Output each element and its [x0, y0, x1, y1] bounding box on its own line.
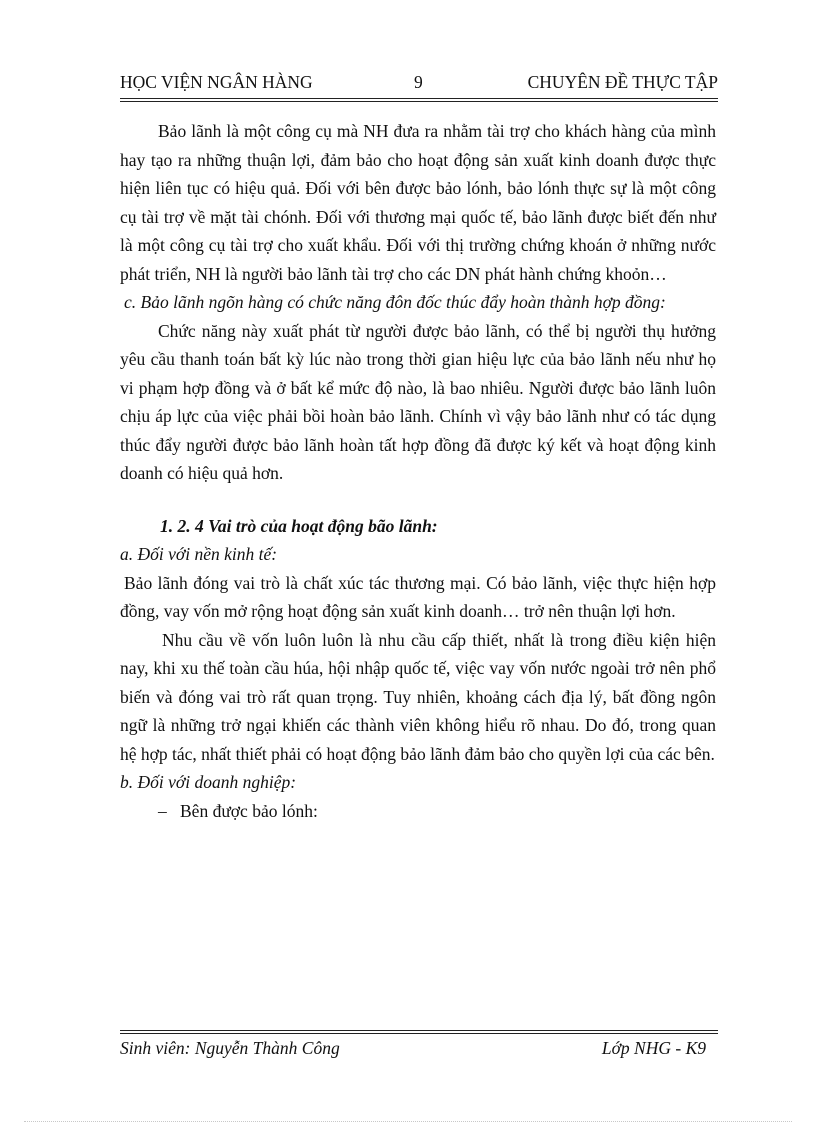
list-item-text: Bên được bảo lónh: — [180, 800, 318, 821]
subheading-c: c. Bảo lãnh ngõn hàng có chức năng đôn đốc thúc đẩy hoàn thành hợp đồng: — [124, 292, 666, 312]
subheading-b: b. Đối với doanh nghiệp: — [120, 772, 297, 792]
page-footer — [120, 1038, 718, 1062]
paragraph-catalyst: Bảo lãnh đóng vai trò là chất xúc tác thương mại. Có bảo lãnh, việc thực hiện hợp đồng, vay vốn mở rộng hoạt động sản xuất kinh doanh… trở nên thuận lợi hơn. — [120, 572, 716, 621]
section-heading: 1. 2. 4 Vai trò của hoạt động bão lãnh: — [160, 515, 438, 536]
header-document-type: CHUYÊN ĐỀ THỰC TẬP — [527, 72, 718, 92]
header-institution: HỌC VIỆN NGÂN HÀNG — [120, 72, 313, 92]
paragraph-financing: Bảo lãnh là một công cụ mà NH đưa ra nhằm tài trợ cho khách hàng của mình hay tạo ra những thuận lợi, đảm bảo cho hoạt động sản xuất kinh doanh được thực hiện liên tục có hiệu quả. Đối với bên được bảo lónh, bảo lónh thực sự là một công cụ tài trợ về mặt tài chónh. Đối với thương mại quốc tế, bảo lãnh được biết đến như là một công cụ tài trợ cho xuất khẩu. Đối với thị trường chứng khoán ở những nước phát triển, NH là người bảo lãnh tài trợ cho các DN phát hành chứng khoỏn… — [120, 121, 716, 284]
page-header — [120, 72, 718, 96]
footer-class: Lớp NHG - K9 — [601, 1038, 706, 1058]
document-body — [120, 117, 716, 825]
footer-divider-secondary — [120, 1033, 718, 1034]
paragraph-capital-needs: Nhu cầu về vốn luôn luôn là nhu cầu cấp thiết, nhất là trong điều kiện hiện nay, khi xu thế toàn cầu húa, hội nhập quốc tế, việc vay vốn nước ngoài trở nên phổ biến và đóng vai trò rất quan trọng. Tuy nhiên, khoảng cách địa lý, bất đồng ngôn ngữ là những trở ngại khiến các thành viên không hiểu rõ nhau. Do đó, trong quan hệ hợp tác, nhất thiết phải có hoạt động bảo lãnh đảm bảo cho quyền lợi của các bên. — [120, 629, 716, 764]
header-page-number: 9 — [414, 72, 423, 92]
footer-divider — [120, 1030, 718, 1031]
header-divider-secondary — [120, 101, 718, 102]
paragraph-function: Chức năng này xuất phát từ người được bảo lãnh, có thể bị người thụ hưởng yêu cầu thanh toán bất kỳ lúc nào trong thời gian hiệu lực của bảo lãnh nếu như họ vi phạm hợp đồng và ở bất kể mức độ nào, là bao nhiêu. Người được bảo lãnh luôn chịu áp lực của việc phải bồi hoàn bảo lãnh. Chính vì vậy bảo lãnh như có tác dụng thúc đẩy người được bảo lãnh hoàn tất hợp đồng đã được ký kết và hoạt động kinh doanh có hiệu quả hơn. — [120, 320, 716, 483]
page-bottom-edge — [24, 1121, 792, 1122]
list-item — [120, 797, 716, 826]
footer-student: Sinh viên: Nguyễn Thành Công — [120, 1038, 340, 1058]
dash-bullet: – — [158, 800, 167, 821]
subheading-a: a. Đối với nền kinh tế: — [120, 544, 278, 564]
header-divider — [120, 98, 718, 99]
